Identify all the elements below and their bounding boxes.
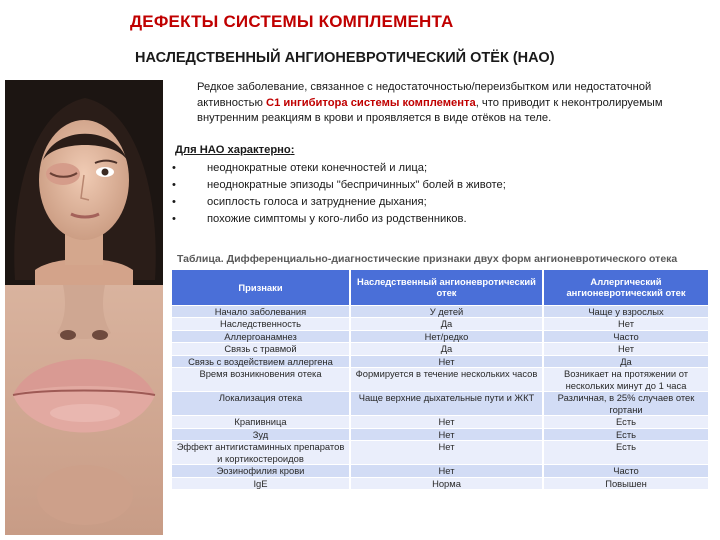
table-cell: Связь с травмой [172,343,350,356]
table-row [172,441,708,465]
table-row [172,477,708,489]
features-heading-text: Для НАО характерно [175,144,291,156]
lips-swelling-photo [5,285,163,535]
table-cell: У детей [350,305,543,318]
table-cell: Нет [350,416,543,429]
table-cell: Крапивница [172,416,350,429]
table-row [172,330,708,343]
table-cell: Нет [543,343,708,356]
table-cell: Нет [350,355,543,368]
slide-title: ДЕФЕКТЫ СИСТЕМЫ КОМПЛЕМЕНТА [130,12,454,31]
table-cell: Формируется в течение нескольких часов [350,368,543,392]
patient-face-photo [5,80,163,285]
list-item: • неоднократные отеки конечностей и лица; [172,160,506,177]
table-cell: Повышен [543,477,708,489]
table-row [172,318,708,331]
table-cell: Есть [543,416,708,429]
table-cell: Начало заболевания [172,305,350,318]
table-row [172,368,708,392]
table-row [172,465,708,478]
header-cell: Признаки [172,270,350,305]
table-cell: Чаще верхние дыхательные пути и ЖКТ [350,392,543,416]
features-heading [175,144,295,156]
table-cell: Наследственность [172,318,350,331]
table-cell: Эозинофилия крови [172,465,350,478]
table-row [172,343,708,356]
table-cell: Нет [350,428,543,441]
table-cell: Норма [350,477,543,489]
table-cell: IgE [172,477,350,489]
table-cell: Есть [543,441,708,465]
table-cell: Чаще у взрослых [543,305,708,318]
table-cell: Зуд [172,428,350,441]
table-cell: Нет [350,465,543,478]
list-item: • неоднократные эпизоды "беспричинных" болей в животе; [172,177,506,194]
table-caption: Таблица. Дифференциально-диагностические признаки двух форм ангионевротического отека [177,253,678,265]
table-cell: Есть [543,428,708,441]
comparison-table [172,270,708,489]
table-cell: Аллергоанамнез [172,330,350,343]
description-highlight: С1 ингибитора системы комплемента [266,96,476,109]
table-cell: Время возникновения отека [172,368,350,392]
table-cell: Эффект антигистаминных препаратов и кортикостероидов [172,441,350,465]
table-row [172,355,708,368]
list-item: • похожие симптомы у кого-либо из родственников. [172,211,506,228]
header-cell: Аллергический ангионевротический отек [543,270,708,305]
table-cell: Локализация отека [172,392,350,416]
table-row [172,428,708,441]
list-item: • осиплость голоса и затруднение дыхания; [172,194,506,211]
table-cell: Нет [350,441,543,465]
slide-subtitle: НАСЛЕДСТВЕННЫЙ АНГИОНЕВРОТИЧЕСКИЙ ОТЁК (НАО) [135,50,555,66]
description-text-end: , что приводит к неконтролируемым внутренним реакциям в крови и проявляется в виде отёков на теле. [197,96,663,125]
table-header-row [172,270,708,305]
disease-description [197,80,702,127]
features-heading-colon: : [290,144,295,156]
description-text: Редкое заболевание, связанное с недостаточностью/переизбытком или недостаточной активностью [197,81,652,109]
table-row [172,392,708,416]
table-cell: Нет [543,318,708,331]
table-row [172,305,708,318]
table-cell: Нет/редко [350,330,543,343]
table-cell: Да [350,318,543,331]
table-cell: Часто [543,465,708,478]
header-cell: Наследственный ангионевротический отек [350,270,543,305]
table-cell: Да [350,343,543,356]
table-cell: Да [543,355,708,368]
table-cell: Связь с воздействием аллергена [172,355,350,368]
table-cell: Различная, в 25% случаев отек гортани [543,392,708,416]
features-list [172,160,506,228]
table-cell: Возникает на протяжении от нескольких минут до 1 часа [543,368,708,392]
table-row [172,416,708,429]
table-cell: Часто [543,330,708,343]
